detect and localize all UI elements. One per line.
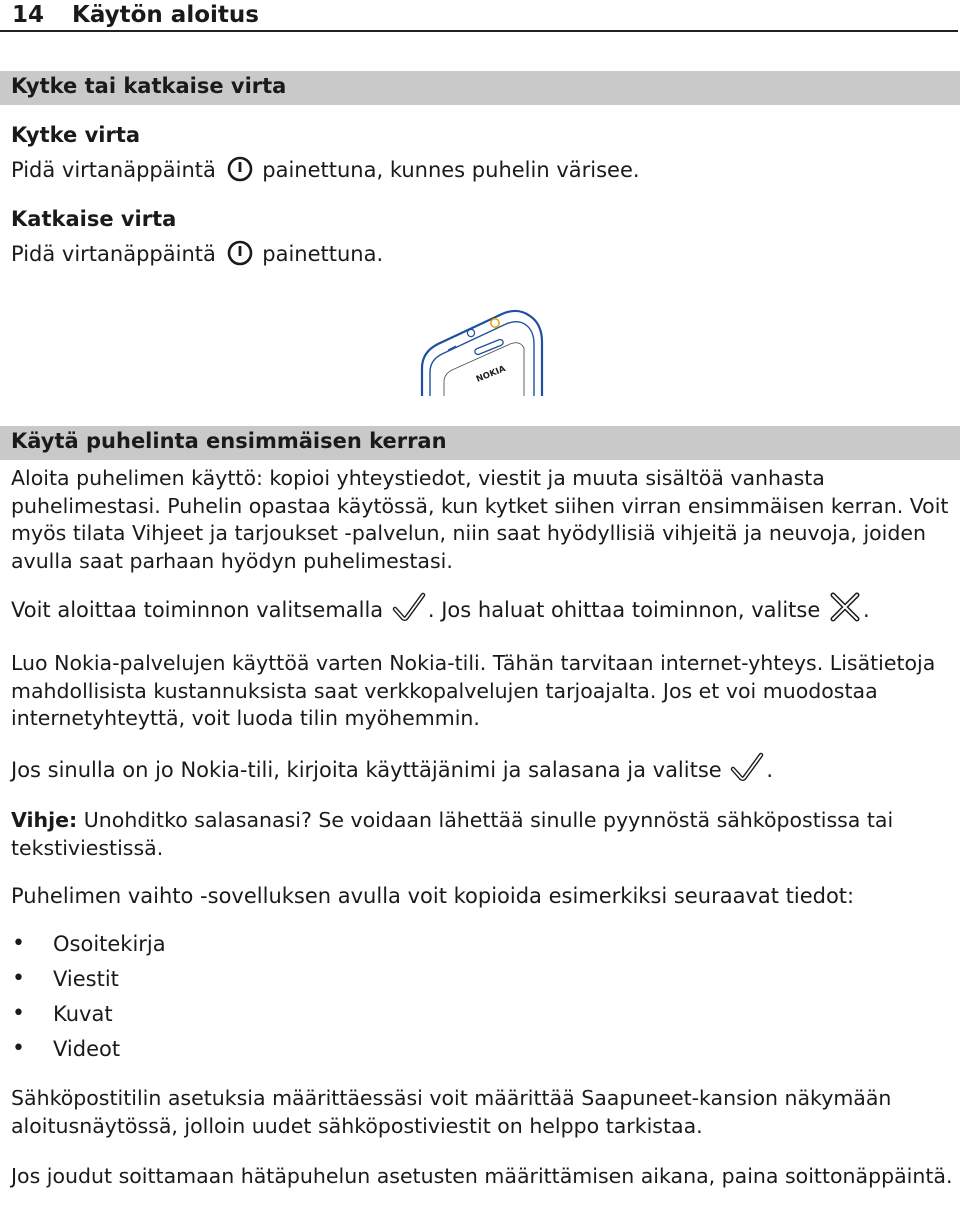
emergency-call-paragraph: Jos joudut soittamaan hätäpuhelun asetusten määrittämisen aikana, paina soittonäppäintä. <box>11 1164 953 1188</box>
tip-label: Vihje: <box>11 808 78 832</box>
power-on-instruction: Pidä virtanäppäintä painettuna, kunnes puhelin värisee. <box>11 158 640 182</box>
power-off-title: Katkaise virta <box>11 207 177 231</box>
section-heading-text: Kytke tai katkaise virta <box>11 74 287 98</box>
list-item: Osoitekirja <box>53 932 166 956</box>
start-or-skip-instruction: Voit aloittaa toiminnon valitsemalla . Jos haluat ohittaa toiminnon, valitse . <box>11 596 870 626</box>
phone-power-key-illustration <box>418 308 544 398</box>
section-heading-power <box>0 71 960 105</box>
existing-account-instruction: Jos sinulla on jo Nokia-tili, kirjoita käyttäjänimi ja salasana ja valitse . <box>11 756 773 786</box>
chapter-title: Käytön aloitus <box>72 2 259 28</box>
checkmark-icon <box>392 592 426 622</box>
list-item: Kuvat <box>53 1002 113 1026</box>
first-use-intro: Aloita puhelimen käyttö: kopioi yhteystiedot, viestit ja muuta sisältöä vanhasta puhelimestasi. Puhelin opastaa käytössä, kun kytket siihen virran ensimmäisen kerran. Voit myös tilata Vihjeet ja tarjoukset -palvelun, niin saat hyödyllisiä vihjeitä ja neuvoja, joiden avulla saat parhaan hyödyn puhelimestasi. <box>11 466 949 573</box>
power-key-icon <box>227 156 253 182</box>
list-item: Videot <box>53 1037 121 1061</box>
page-header <box>0 0 958 32</box>
email-settings-paragraph: Sähköpostitilin asetuksia määrittäessäsi voit määrittää Saapuneet-kansion näkymään aloitusnäytössä, jolloin uudet sähköpostiviestit on helppo tarkistaa. <box>11 1086 892 1138</box>
switch-app-intro: Puhelimen vaihto -sovelluksen avulla voit kopioida esimerkiksi seuraavat tiedot: <box>11 884 855 908</box>
bullet-icon: • <box>12 1036 25 1061</box>
section-heading-text: Käytä puhelinta ensimmäisen kerran <box>11 429 447 453</box>
list-item: Viestit <box>53 967 119 991</box>
power-key-icon <box>227 240 253 266</box>
section-heading-first-use <box>0 426 960 460</box>
tip-text: Unohditko salasanasi? Se voidaan lähettää sinulle pyynnöstä sähköpostissa tai tekstiviestissä. <box>11 808 894 860</box>
tip-paragraph <box>11 807 953 862</box>
checkmark-icon <box>730 752 764 782</box>
bullet-icon: • <box>12 966 25 991</box>
nokia-account-paragraph: Luo Nokia-palvelujen käyttöä varten Nokia-tili. Tähän tarvitaan internet-yhteys. Lisätietoja mahdollisista kustannuksista saat verkkopalvelujen tarjoajalta. Jos et voi muodostaa internetyhteyttä, voit luoda tilin myöhemmin. <box>11 651 936 730</box>
cross-icon <box>829 592 861 622</box>
power-off-instruction: Pidä virtanäppäintä painettuna. <box>11 242 384 266</box>
power-on-title: Kytke virta <box>11 123 141 147</box>
bullet-icon: • <box>12 1001 25 1026</box>
bullet-icon: • <box>12 931 25 956</box>
phone-brand-label: NOKIA <box>474 364 508 385</box>
page-number: 14 <box>12 2 45 28</box>
